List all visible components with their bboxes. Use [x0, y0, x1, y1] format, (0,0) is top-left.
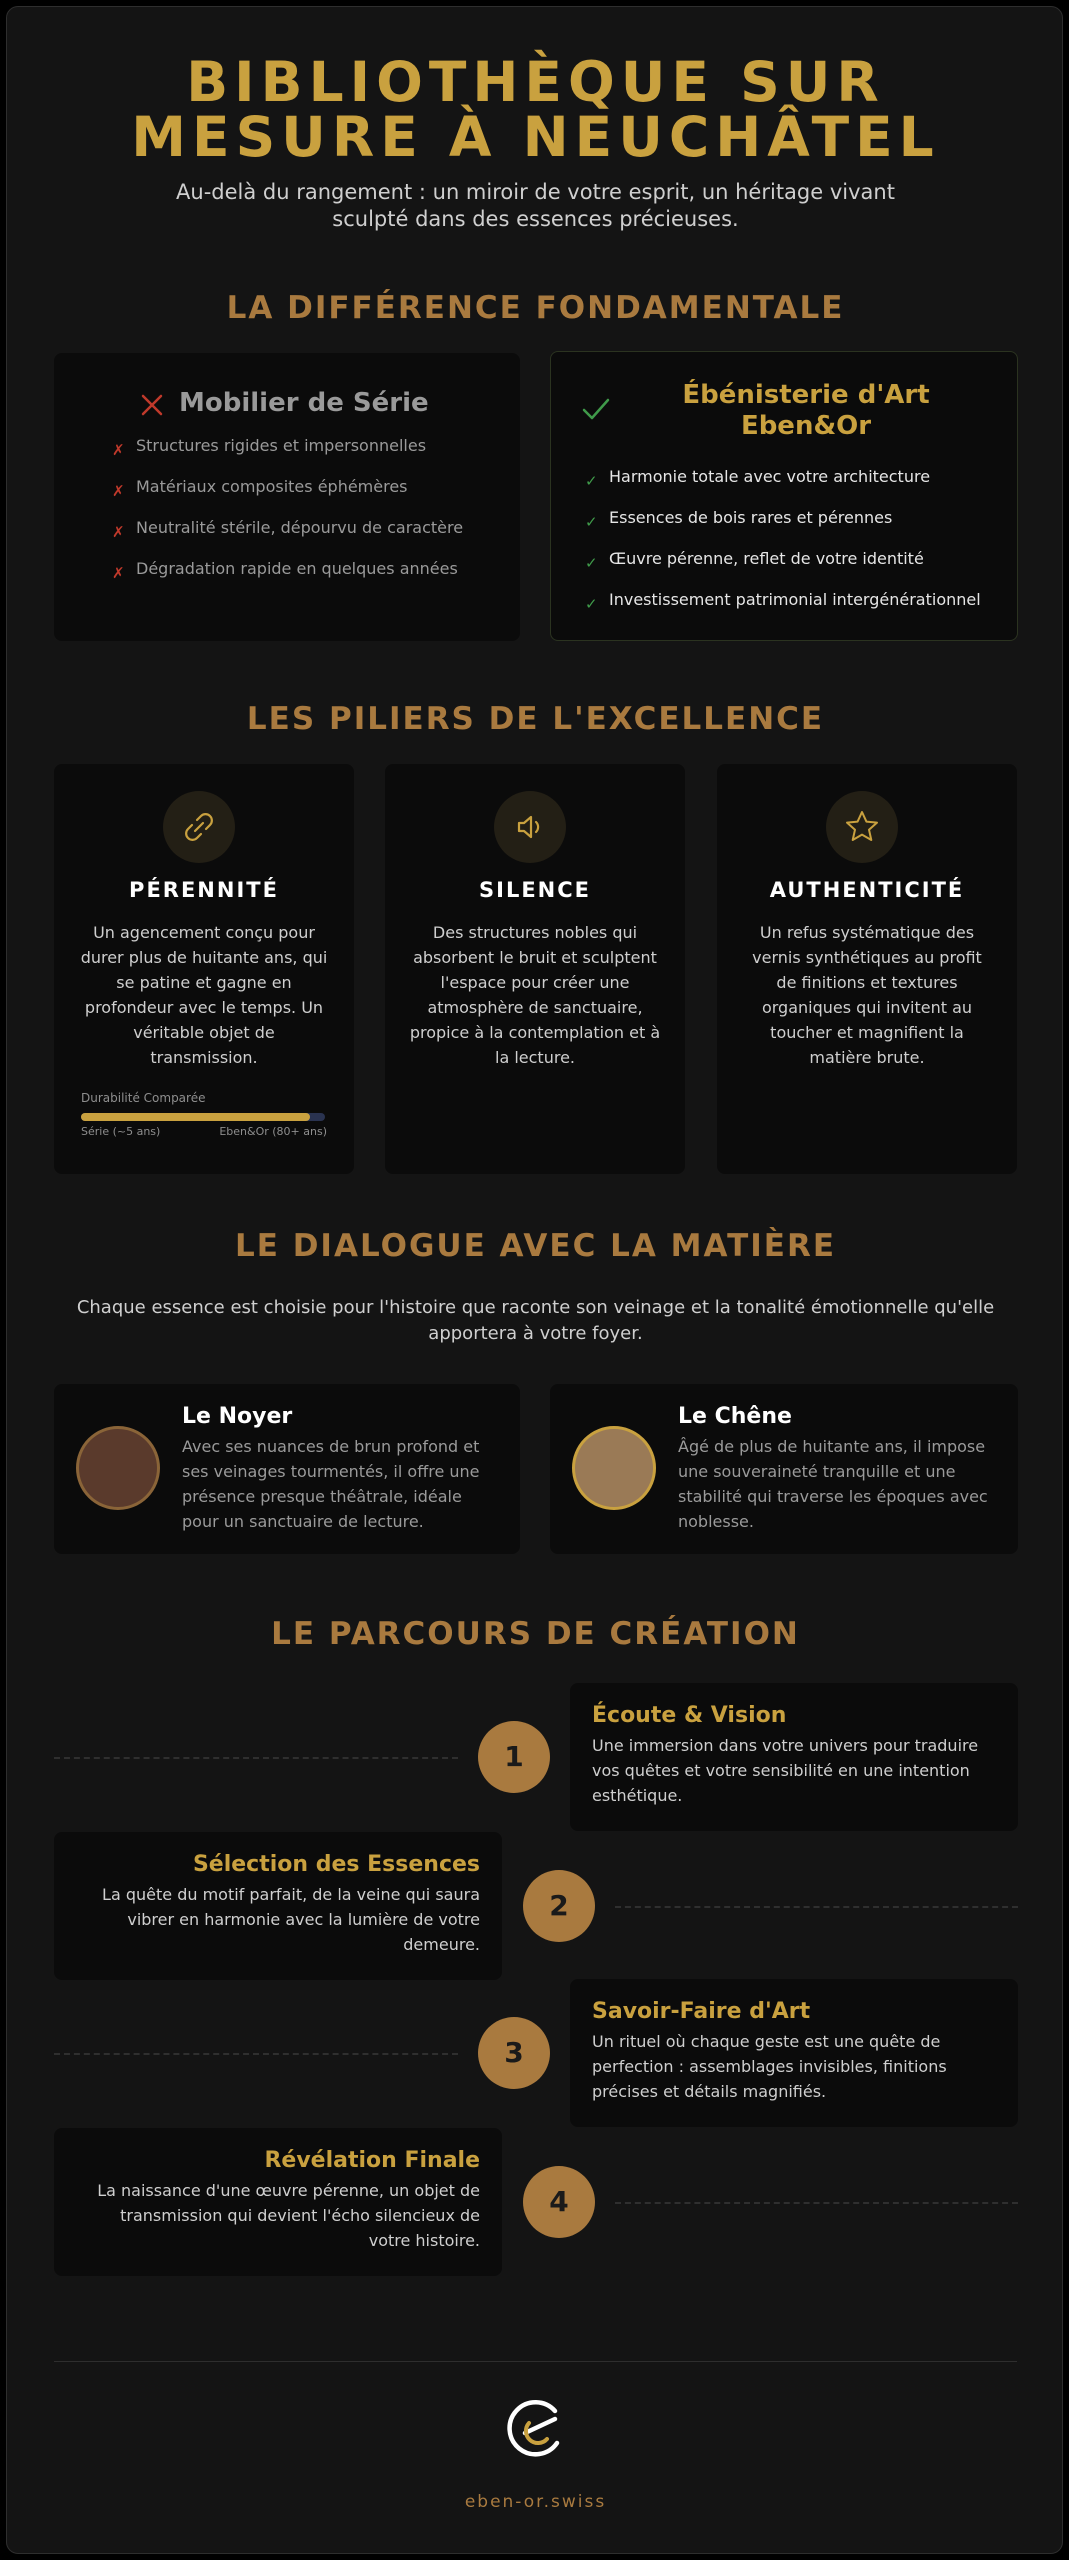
check-icon — [581, 396, 611, 422]
wood-card-noyer — [54, 1384, 520, 1554]
section-title-pillars: LES PILIERS DE L'EXCELLENCE — [246, 701, 825, 737]
page-title — [7, 50, 1064, 169]
eben-or-logo-icon — [503, 2397, 567, 2461]
step-number: 2 — [523, 1870, 595, 1942]
list-item: ✓ Harmonie totale avec votre architecture — [585, 467, 931, 490]
pillar-name: SILENCE — [479, 878, 591, 902]
step-number: 3 — [478, 2017, 550, 2089]
step-title: Savoir-Faire d'Art — [592, 1999, 811, 2024]
durability-left-label: Série (~5 ans) — [81, 1125, 161, 1138]
footer-url[interactable]: eben-or.swiss — [464, 2492, 607, 2512]
wood-swatch — [76, 1426, 160, 1510]
cross-mark-icon: ✗ — [112, 523, 125, 541]
cross-mark-icon: ✗ — [112, 482, 125, 500]
wood-text: Avec ses nuances de brun profond et ses veinages tourmentés, il offre une présence presque théâtrale, idéale pour un sanctuaire de lecture. — [182, 1437, 480, 1531]
section-title-dialogue: LE DIALOGUE AVEC LA MATIÈRE — [234, 1228, 837, 1264]
step-text: Un rituel où chaque geste est une quête de perfection : assemblages invisibles, finitions précises et détails magnifiés. — [592, 2032, 947, 2101]
durability-bar-fill — [81, 1113, 310, 1121]
list-item: ✓ Essences de bois rares et pérennes — [585, 508, 893, 531]
comparison-card-art — [550, 351, 1018, 641]
check-mark-icon: ✓ — [585, 595, 598, 613]
check-mark-icon: ✓ — [585, 554, 598, 572]
step-text: La naissance d'une œuvre pérenne, un objet de transmission qui devient l'écho silencieux de votre histoire. — [97, 2181, 480, 2250]
step-card-3 — [570, 1979, 1018, 2127]
comparison-title-serie: Mobilier de Série — [179, 388, 429, 418]
pillar-name: AUTHENTICITÉ — [769, 878, 965, 902]
wood-card-chene — [550, 1384, 1018, 1554]
pillar-card-perennite — [54, 764, 354, 1174]
durability-label: Durabilité Comparée — [81, 1091, 206, 1105]
step-title: Sélection des Essences — [192, 1852, 480, 1877]
wood-text: Âgé de plus de huitante ans, il impose une souveraineté tranquille et une stabilité qui traverse les époques avec noblesse. — [678, 1437, 988, 1531]
cross-mark-icon: ✗ — [112, 564, 125, 582]
pillar-card-authenticite — [717, 764, 1017, 1174]
page — [6, 6, 1063, 2554]
check-mark-icon: ✓ — [585, 472, 598, 490]
list-item: ✓ Investissement patrimonial intergénérationnel — [585, 590, 981, 613]
star-icon — [844, 809, 880, 845]
step-number: 1 — [478, 1721, 550, 1793]
timeline-connector — [615, 1906, 1018, 1908]
title-line-1: BIBLIOTHÈQUE SUR — [186, 50, 885, 114]
dialogue-intro: Chaque essence est choisie pour l'histoire que raconte son veinage et la tonalité émotionnelle qu'elle apportera à votre foyer. — [76, 1297, 995, 1344]
list-item: ✗ Dégradation rapide en quelques années — [112, 559, 458, 582]
step-card-1 — [570, 1683, 1018, 1831]
title-line-2: MESURE À NEUCHÂTEL — [131, 105, 940, 169]
check-mark-icon: ✓ — [585, 513, 598, 531]
step-card-4 — [54, 2128, 502, 2276]
serie-list — [112, 436, 502, 600]
pillar-text: Des structures nobles qui absorbent le bruit et sculptent l'espace pour créer une atmosphère de sanctuaire, propice à la contemplation et à la lecture. — [409, 923, 661, 1067]
timeline-connector — [54, 2053, 458, 2055]
list-item: ✗ Structures rigides et impersonnelles — [112, 436, 427, 459]
step-card-2 — [54, 1832, 502, 1980]
cross-mark-icon: ✗ — [112, 441, 125, 459]
step-text: La quête du motif parfait, de la veine qui saura vibrer en harmonie avec la lumière de votre demeure. — [102, 1885, 480, 1954]
wood-name: Le Chêne — [678, 1404, 792, 1429]
section-title-parcours: LE PARCOURS DE CRÉATION — [271, 1616, 800, 1652]
section-title-difference: LA DIFFÉRENCE FONDAMENTALE — [226, 290, 845, 326]
footer-divider — [54, 2361, 1017, 2362]
step-number: 4 — [523, 2166, 595, 2238]
comparison-card-serie — [54, 353, 520, 641]
art-list — [585, 467, 1005, 631]
durability-right-label: Eben&Or (80+ ans) — [219, 1125, 327, 1138]
wood-name: Le Noyer — [182, 1404, 293, 1429]
list-item: ✓ Œuvre pérenne, reflet de votre identité — [585, 549, 924, 572]
wood-swatch — [572, 1426, 656, 1510]
cross-icon — [140, 393, 164, 417]
timeline-connector — [54, 1757, 458, 1759]
list-item: ✗ Matériaux composites éphémères — [112, 477, 408, 500]
step-text: Une immersion dans votre univers pour traduire vos quêtes et votre sensibilité en une intention esthétique. — [592, 1736, 979, 1805]
speaker-icon — [512, 809, 548, 845]
step-title: Écoute & Vision — [592, 1703, 787, 1728]
link-icon — [181, 809, 217, 845]
durability-bar — [81, 1113, 325, 1121]
pillar-text: Un agencement conçu pour durer plus de huitante ans, qui se patine et gagne en profondeur avec le temps. Un véritable objet de transmission. — [80, 923, 328, 1067]
list-item: ✗ Neutralité stérile, dépourvu de caractère — [112, 518, 464, 541]
pillar-card-silence — [385, 764, 685, 1174]
step-title: Révélation Finale — [264, 2148, 480, 2173]
hero-subtitle: Au-delà du rangement : un miroir de votre esprit, un héritage vivant sculpté dans des essences précieuses. — [176, 180, 895, 231]
timeline-connector — [615, 2202, 1018, 2204]
comparison-title-art: Ébénisterie d'Art Eben&Or — [682, 380, 930, 441]
pillar-name: PÉRENNITÉ — [129, 878, 279, 902]
pillar-text: Un refus systématique des vernis synthétiques au profit de finitions et textures organiques qui invitent au toucher et magnifient la matière brute. — [752, 923, 982, 1067]
